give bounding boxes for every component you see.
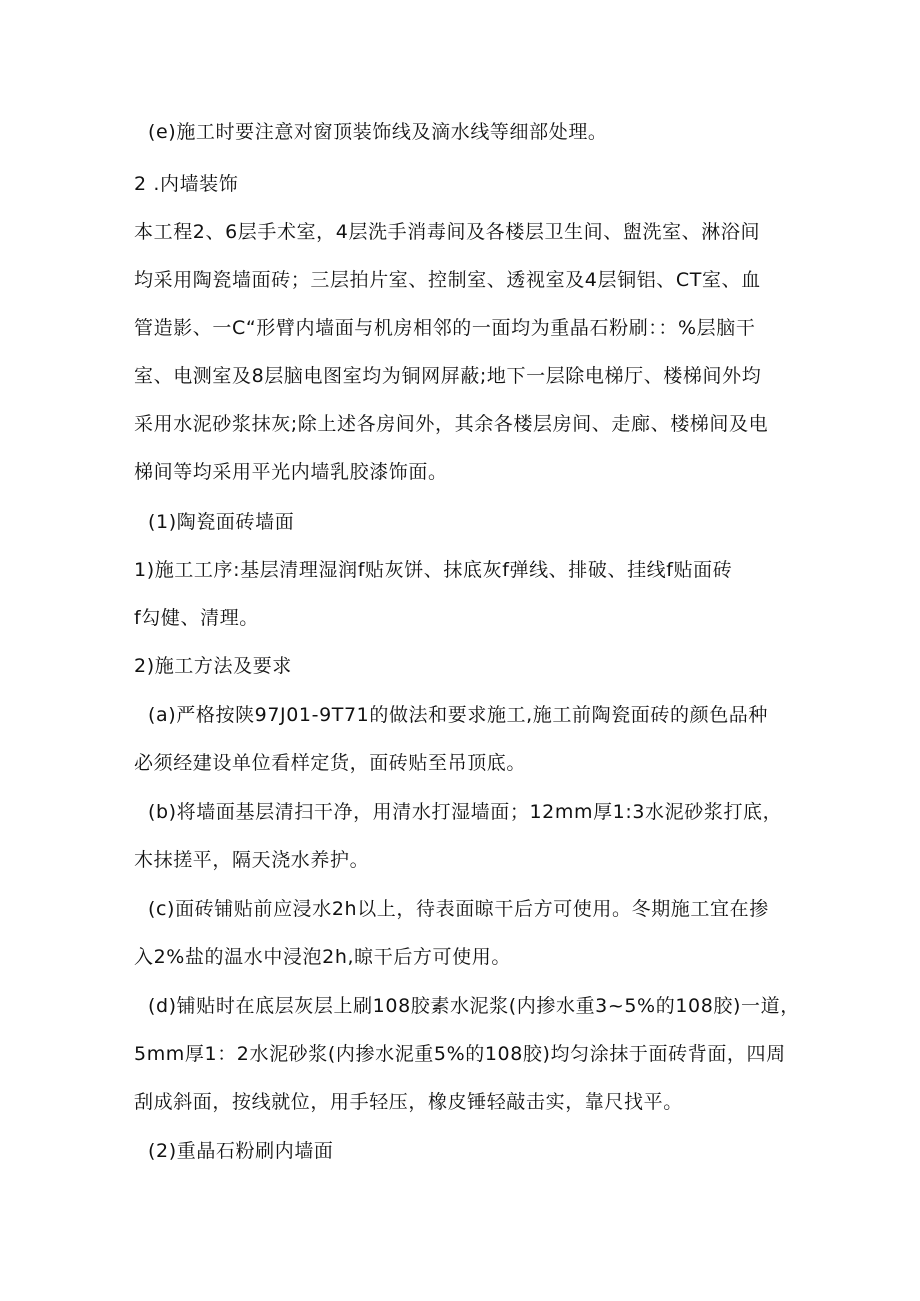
subsection-heading: (2)重晶石粉刷内墙面 — [148, 1140, 334, 1162]
paragraph-line: (e)施工时要注意对窗顶装饰线及滴水线等细部处理。 — [148, 121, 608, 143]
paragraph-line: (a)严格按陕97J01-9T71的做法和要求施工,施工前陶瓷面砖的颜色品种 — [148, 704, 768, 726]
paragraph-line: 管造影、一C“形臂内墙面与机房相邻的一面均为重晶石粉刷：：%层脑干 — [134, 317, 756, 339]
section-heading: 2 .内墙装饰 — [134, 173, 239, 195]
paragraph-line: (d)铺贴时在底层灰层上刷108胶素水泥浆(内掺水重3~5%的108胶)一道， — [148, 995, 800, 1017]
paragraph-line: 1)施工工序:基层清理湿润f贴灰饼、抹底灰f弹线、排破、挂线f贴面砖 — [134, 559, 733, 581]
paragraph-line: 5mm厚1：2水泥砂浆(内掺水泥重5%的108胶)均匀涂抹于面砖背面，四周 — [134, 1043, 786, 1065]
paragraph-line: 必须经建设单位看样定货，面砖贴至吊顶底。 — [134, 752, 527, 774]
paragraph-line: 均采用陶瓷墙面砖；三层拍片室、控制室、透视室及4层铜铝、CT室、血 — [134, 269, 761, 291]
paragraph-line: 本工程2、6层手术室，4层洗手消毒间及各楼层卫生间、盥洗室、淋浴间 — [134, 221, 761, 243]
paragraph-line: 木抹搓平，隔天浇水养护。 — [134, 849, 370, 871]
paragraph-line: 室、电测室及8层脑电图室均为铜网屏蔽;地下一层除电梯厅、楼梯间外均 — [134, 365, 762, 387]
subsection-heading: (1)陶瓷面砖墙面 — [148, 511, 295, 533]
paragraph-line: f勾健、清理。 — [134, 607, 259, 629]
paragraph-line: 刮成斜面，按线就位，用手轻压，橡皮锤轻敲击实，靠尺找平。 — [134, 1091, 683, 1113]
paragraph-line: (c)面砖铺贴前应浸水2h以上，待表面晾干后方可使用。冬期施工宜在掺 — [148, 898, 769, 920]
paragraph-line: 采用水泥砂浆抹灰;除上述各房间外，其余各楼层房间、走廊、楼梯间及电 — [134, 413, 769, 435]
paragraph-line: 入2%盐的温水中浸泡2h,晾干后方可使用。 — [134, 946, 511, 968]
subsection-heading: 2)施工方法及要求 — [134, 655, 292, 677]
paragraph-line: (b)将墙面基层清扫干净，用清水打湿墙面；12mm厚1:3水泥砂浆打底， — [148, 801, 783, 823]
paragraph-line: 梯间等均采用平光内墙乳胶漆饰面。 — [134, 461, 448, 483]
